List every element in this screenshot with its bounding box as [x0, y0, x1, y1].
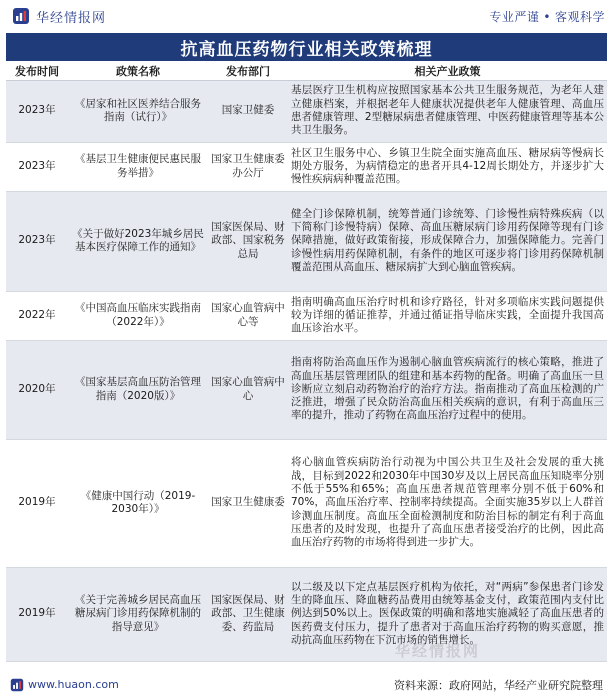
footer [0, 674, 613, 695]
row-department: 国家心血管病中心 [208, 340, 288, 439]
row-policy-name: 《关于做好2023年城乡居民基本医疗保障工作的通知》 [68, 191, 208, 291]
row-year: 2020年 [6, 340, 68, 439]
slogan-left: 专业严谨 [489, 9, 540, 24]
brand[interactable] [12, 7, 106, 26]
row-content: 社区卫生服务中心、乡镇卫生院全面实施高血压、糖尿病等慢病长期处方服务，为病情稳定的患者开具4-12周长期处方，并逐步扩大慢性疾病病种覆盖范围。 [288, 142, 607, 191]
row-policy-name: 《中国高血压临床实践指南（2022年）》 [68, 291, 208, 340]
row-content: 将心脑血管疾病防治行动视为中国公共卫生及社会发展的重大挑战，目标到2022和2030年中国30岁及以上居民高血压知晓率分别不低于55%和65%；高血压患者规范管理率分别不低于60%和70%，高血压治疗率、控制率持续提高。全面实施35岁以上人群首诊测血压制度。高血压全面检测制度和防治目标的制定有利于高血压患者的及时发现，也提升了高血压患者接受治疗的比例，因此高血压治疗药物的市场将得到进一步扩大。 [288, 439, 607, 567]
source-note: 资料来源：政府网站，华经产业研究院整理 [394, 678, 603, 692]
row-policy-name: 《国家基层高血压防治管理指南（2020版）》 [68, 340, 208, 439]
row-year: 2023年 [6, 142, 68, 191]
row-year: 2023年 [6, 80, 68, 142]
row-policy-name: 《基层卫生健康便民惠民服务举措》 [68, 142, 208, 191]
column-header-date: 发布时间 [6, 62, 68, 80]
row-year: 2023年 [6, 191, 68, 291]
brand-name: 华经情报网 [36, 10, 107, 26]
table-row [6, 142, 607, 191]
table-row [6, 439, 607, 567]
slogan-separator: • [543, 9, 551, 24]
row-content: 以二级及以下定点基层医疗机构为依托，对“两病”参保患者门诊发生的降血压、降血糖药品费用由统筹基金支付，政策范围内支付比例达到50%以上。医保政策的明确和落地实施减轻了高血压患者的医药费支付压力，提升了患者对于高血压治疗药物的购买意愿，推动抗高血压药物在下沉市场的销售增长。 [288, 567, 607, 661]
row-department: 国家卫生健康委办公厅 [208, 142, 288, 191]
row-content: 指南将防治高血压作为遏制心脑血管疾病流行的核心策略，推进了高血压基层管理团队的组建和基本药物的配备。明确了高血压一旦诊断应立刻启动药物治疗的治疗方法。指南推动了高血压检测的广泛推进，增强了民众防治高血压相关疾病的意识，有利于高血压三率的提升，推动了药物在高血压治疗过程中的使用。 [288, 340, 607, 439]
table-header-row [6, 62, 607, 80]
column-header-content: 相关产业政策 [288, 62, 607, 80]
site-url: www.huaon.com [28, 678, 119, 691]
site-link[interactable] [10, 678, 119, 692]
row-policy-name: 《关于完善城乡居民高血压糖尿病门诊用药保障机制的指导意见》 [68, 567, 208, 661]
column-header-policy: 政策名称 [68, 62, 208, 80]
row-department: 国家医保局、财政部、卫生健康委、药监局 [208, 567, 288, 661]
column-header-department: 发布部门 [208, 62, 288, 80]
table-row [6, 291, 607, 340]
watermark: 华经情报网 [395, 642, 481, 660]
row-year: 2019年 [6, 567, 68, 661]
row-department: 国家卫健委 [208, 80, 288, 142]
table-row [6, 567, 607, 661]
row-content: 指南明确高血压治疗时机和诊疗路径，针对多项临床实践问题提供较为详细的循证推荐，并通过循证指导临床实践，全面提升我国高血压诊治水平。 [288, 291, 607, 340]
logo-icon [12, 7, 30, 25]
table-row [6, 80, 607, 142]
slogan-right: 客观科学 [554, 9, 605, 24]
row-policy-name: 《健康中国行动（2019-2030年）》 [68, 439, 208, 567]
table-row [6, 340, 607, 439]
row-content: 健全门诊保障机制，统筹普通门诊统筹、门诊慢性病特殊疾病（以下简称门诊慢特病）保障、高血压糖尿病门诊用药保障等现有门诊保障措施，做好政策衔接，形成保障合力，加强保障能力。完善门诊慢性病用药保障机制，有条件的地区可逐步将门诊用药保障机制覆盖范围从高血压、糖尿病扩大到心脑血管疾病。 [288, 191, 607, 291]
row-department: 国家卫生健康委 [208, 439, 288, 567]
row-year: 2022年 [6, 291, 68, 340]
row-year: 2019年 [6, 439, 68, 567]
policy-table [6, 62, 607, 662]
logo-icon [10, 678, 24, 692]
row-department: 国家心血管病中心等 [208, 291, 288, 340]
table-row [6, 191, 607, 291]
row-policy-name: 《居家和社区医养结合服务指南（试行）》 [68, 80, 208, 142]
slogan [489, 8, 605, 25]
row-department: 国家医保局、财政部、国家税务总局 [208, 191, 288, 291]
page-title: 抗高血压药物行业相关政策梳理 [6, 33, 607, 61]
row-content: 基层医疗卫生机构应按照国家基本公共卫生服务规范，为老年人建立健康档案，并根据老年人健康状况提供老年人健康管理、高血压患者健康管理、2型糖尿病患者健康管理、中医药健康管理等基本公共卫生服务。 [288, 80, 607, 142]
top-bar [0, 0, 613, 32]
